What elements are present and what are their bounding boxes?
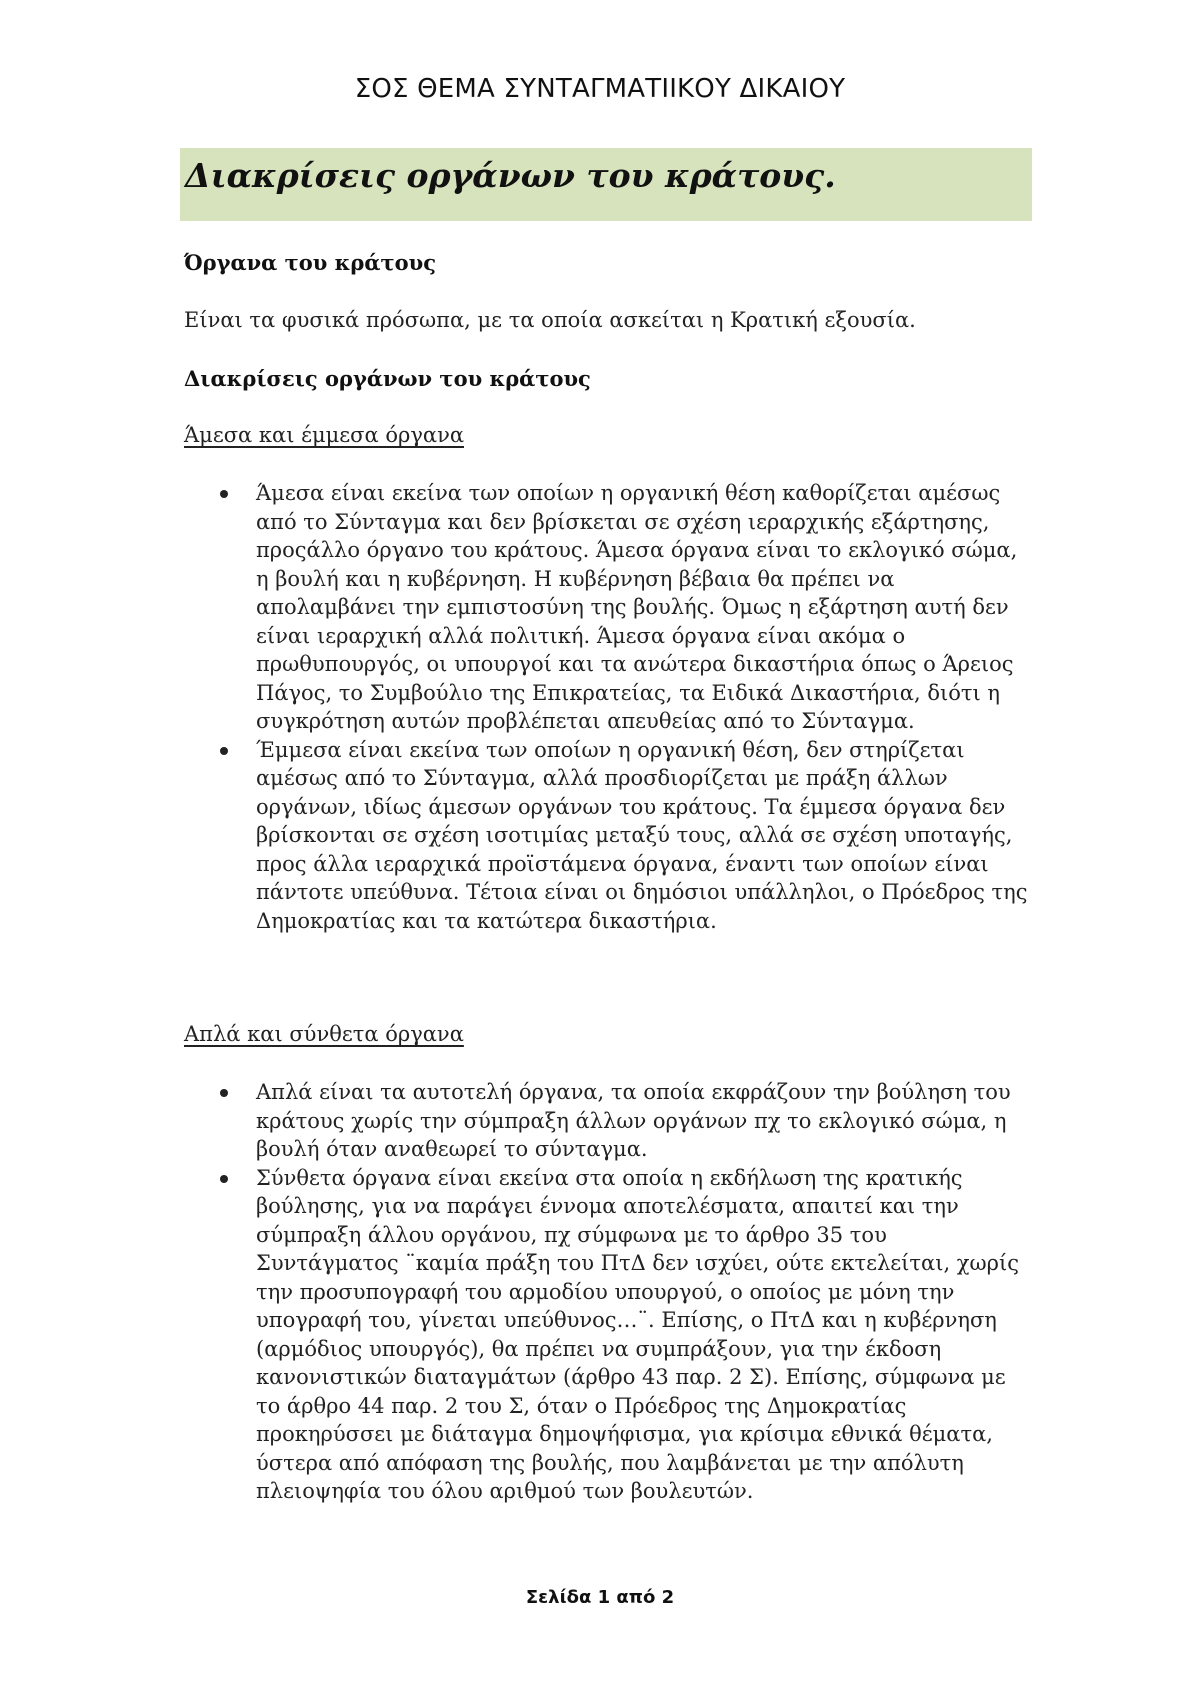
list-item xyxy=(0,1164,1036,1506)
bullet-list-direct-indirect xyxy=(0,479,1040,935)
document-title: Διακρίσεις οργάνων του κράτους. xyxy=(185,156,836,195)
section-heading-organs: Όργανα του κράτους xyxy=(184,250,437,275)
section-heading-distinctions: Διακρίσεις οργάνων του κράτους xyxy=(184,366,591,391)
list-item xyxy=(0,479,1036,736)
subheading-simple-compound: Απλά και σύνθετα όργανα xyxy=(184,1022,464,1046)
bullet-icon xyxy=(220,490,228,498)
bullet-icon xyxy=(220,747,228,755)
subheading-direct-indirect: Άμεσα και έμμεσα όργανα xyxy=(184,423,465,447)
list-item xyxy=(0,736,1036,936)
list-item xyxy=(0,1078,1036,1164)
title-box xyxy=(180,148,1032,221)
list-item-text: Έμμεσα είναι εκείνα των οποίων η οργανική θέση, δεν στηρίζεται αμέσως από το Σύνταγμα, αλλά προσδιορίζεται με πράξη άλλων οργάνων, ιδίως άμεσων οργάνων του κράτους. Τα έμμεσα όργανα δεν βρίσκονται σε σχέση ισοτιμίας μεταξύ τους, αλλά σε σχέση υποταγής, προς άλλα ιεραρχικά προϊστάμενα όργανα, έναντι των οποίων είναι πάντοτε υπεύθυνα. Τέτοια είναι οι δημόσιοι υπάλληλοι, ο Πρόεδρος της Δημοκρατίας και τα κατώτερα δικαστήρια. xyxy=(256,737,1028,933)
list-item-text: Σύνθετα όργανα είναι εκείνα στα οποία η εκδήλωση της κρατικής βούλησης, για να παράγει έννομα αποτελέσματα, απαιτεί και την σύμπραξη άλλου οργάνου, πχ σύμφωνα με το άρθρο 35 του Συντάγματος ¨καμία πράξη του ΠτΔ δεν ισχύει, ούτε εκτελείται, χωρίς την προσυπογραφή του αρμοδίου υπουργού, ο οποίος με μόνη την υπογραφή του, γίνεται υπεύθυνος…¨. Επίσης, ο ΠτΔ και η κυβέρνηση (αρμόδιος υπουργός), θα πρέπει να συμπράξουν, για την έκδοση κανονιστικών διαταγμάτων (άρθρο 43 παρ. 2 Σ). Επίσης, σύμφωνα με το άρθρο 44 παρ. 2 του Σ, όταν ο Πρόεδρος της Δημοκρατίας προκηρύσσει με διάταγμα δημοψήφισμα, για κρίσιμα εθνικά θέματα, ύστερα από απόφαση της βουλής, που λαμβάνεται με την απόλυτη πλειοψηφία του όλου αριθμού των βουλευτών. xyxy=(256,1165,1019,1503)
list-item-text: Απλά είναι τα αυτοτελή όργανα, τα οποία εκφράζουν την βούληση του κράτους χωρίς την σύμπραξη άλλων οργάνων πχ το εκλογικό σώμα, η βουλή όταν αναθεωρεί το σύνταγμα. xyxy=(256,1080,1011,1161)
bullet-icon xyxy=(220,1175,228,1183)
list-item-text: Άμεσα είναι εκείνα των οποίων η οργανική θέση καθορίζεται αμέσως από το Σύνταγμα και δεν βρίσκεται σε σχέση ιεραρχικής εξάρτησης, προςάλλο όργανο του κράτους. Άμεσα όργανα είναι το εκλογικό σώμα, η βουλή και η κυβέρνηση. Η κυβέρνηση βέβαια θα πρέπει να απολαμβάνει την εμπιστοσύνη της βουλής. Όμως η εξάρτηση αυτή δεν είναι ιεραρχική αλλά πολιτική. Άμεσα όργανα είναι ακόμα ο πρωθυπουργός, οι υπουργοί και τα ανώτερα δικαστήρια όπως ο Άρειος Πάγος, το Συμβούλιο της Επικρατείας, τα Ειδικά Δικαστήρια, διότι η συγκρότηση αυτών προβλέπεται απευθείας από το Σύνταγμα. xyxy=(256,481,1018,733)
bullet-list-simple-compound xyxy=(0,1078,1040,1506)
page-header: ΣΟΣ ΘΕΜΑ ΣΥΝΤΑΓΜΑΤΙΙΚΟΥ ΔΙΚΑΙΟΥ xyxy=(354,74,846,104)
bullet-icon xyxy=(220,1089,228,1097)
page-footer: Σελίδα 1 από 2 xyxy=(525,1587,675,1608)
organs-definition: Είναι τα φυσικά πρόσωπα, με τα οποία ασκείται η Κρατική εξουσία. xyxy=(184,308,916,332)
